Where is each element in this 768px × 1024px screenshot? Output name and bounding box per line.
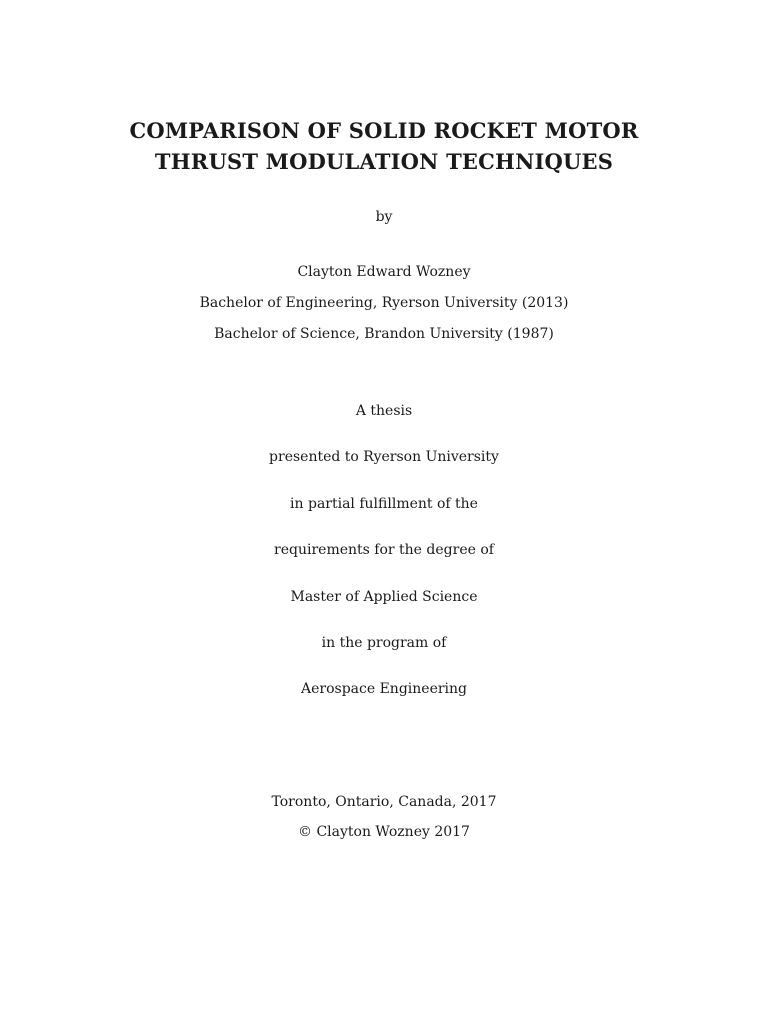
thesis-statement-line: A thesis <box>355 403 413 419</box>
author-name: Clayton Edward Wozney <box>297 264 471 280</box>
location-year: Toronto, Ontario, Canada, 2017 <box>271 794 497 810</box>
author-degree-1: Bachelor of Engineering, Ryerson University (2013) <box>199 295 569 311</box>
degree-name: Master of Applied Science <box>290 589 478 605</box>
thesis-title-line-2: THRUST MODULATION TECHNIQUES <box>154 149 614 174</box>
thesis-statement-line: in partial fulfillment of the <box>290 496 478 512</box>
thesis-title-line-1: COMPARISON OF SOLID ROCKET MOTOR <box>129 118 639 143</box>
thesis-statement-line: in the program of <box>321 635 447 651</box>
thesis-statement-line: presented to Ryerson University <box>269 449 499 465</box>
author-degree-2: Bachelor of Science, Brandon University (1987) <box>214 326 554 342</box>
copyright-notice: © Clayton Wozney 2017 <box>298 824 470 840</box>
thesis-statement-line: requirements for the degree of <box>274 542 494 558</box>
by-label: by <box>375 209 393 225</box>
program-name: Aerospace Engineering <box>301 681 467 697</box>
